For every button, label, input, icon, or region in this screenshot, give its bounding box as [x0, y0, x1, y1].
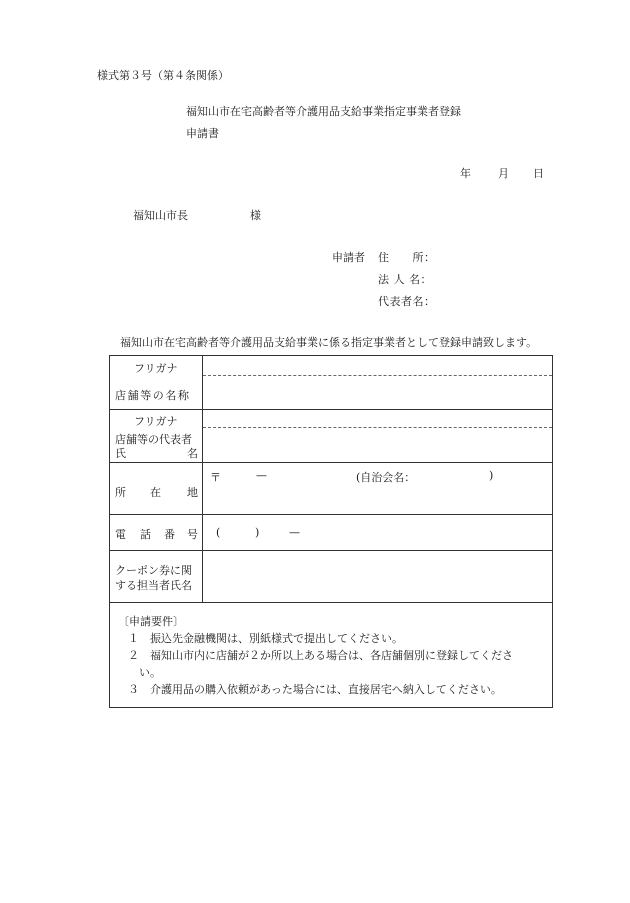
applicant-address-label: 住 所： [378, 251, 436, 264]
neighborhood-label: (自治会名： [356, 471, 416, 484]
date-year-label: 年 [460, 167, 471, 180]
date-day-label: 日 [533, 167, 544, 180]
postal-dash: — [256, 469, 267, 482]
phone-label-c: 番 [164, 528, 175, 541]
representative-label-line2a: 氏 [115, 447, 126, 460]
phone-row [110, 515, 552, 551]
application-form-table [109, 355, 553, 708]
phone-label-a: 電 [115, 528, 126, 541]
honorific: 様 [250, 209, 261, 222]
location-label-c: 地 [187, 486, 198, 499]
applicant-label: 申請者 [332, 251, 365, 264]
representative-field[interactable] [203, 410, 552, 462]
representative-furigana-label: フリガナ [134, 415, 178, 428]
phone-close-paren: ) [255, 526, 260, 539]
location-field[interactable] [203, 463, 552, 514]
representative-row [110, 410, 552, 463]
shop-name-furigana-label: フリガナ [134, 362, 178, 375]
requirement-item-2-continued: い。 [128, 666, 161, 679]
coupon-contact-row [110, 551, 552, 603]
requirement-item-3: ３ 介護用品の購入依頼があった場合には、直接居宅へ納入してください。 [128, 683, 502, 696]
document-title: 福知山市在宅高齢者等介護用品支給事業指定事業者登録 [186, 105, 461, 118]
neighborhood-close: ) [489, 469, 494, 482]
requirements-heading: 〔申請要件〕 [118, 615, 184, 628]
phone-label-b: 話 [140, 528, 151, 541]
shop-name-row [110, 356, 552, 410]
coupon-label-line1: クーポン券に関 [115, 564, 192, 577]
postal-mark: 〒 [210, 471, 221, 484]
location-label-b: 在 [150, 486, 161, 499]
location-row [110, 463, 552, 515]
applicant-representative-label: 代表者名： [378, 295, 436, 308]
addressee: 福知山市長 [133, 209, 188, 222]
phone-field[interactable] [203, 515, 552, 550]
representative-label-line1: 店舗等の代表者 [115, 433, 192, 446]
coupon-label-line2: する担当者氏名 [115, 579, 192, 592]
phone-label-d: 号 [187, 528, 198, 541]
application-statement: 福知山市在宅高齢者等介護用品支給事業に係る指定事業者として登録申請致します。 [120, 336, 538, 349]
requirement-item-2: ２ 福知山市内に店舗が２か所以上ある場合は、各店舗個別に登録してくださ [128, 649, 513, 662]
phone-dash: — [289, 526, 300, 539]
requirements-row [110, 603, 552, 708]
shop-name-label: 店舗等の名称 [115, 389, 191, 402]
shop-name-field[interactable] [203, 356, 552, 409]
phone-open-paren: ( [216, 526, 221, 539]
date-month-label: 月 [498, 167, 509, 180]
representative-label-line2b: 名 [187, 447, 198, 460]
location-label-a: 所 [115, 486, 126, 499]
requirement-item-1: １ 振込先金融機関は、別紙様式で提出してください。 [128, 632, 403, 645]
requirements-list [118, 613, 513, 698]
coupon-contact-field[interactable] [203, 551, 552, 602]
document-subtitle: 申請書 [186, 127, 219, 140]
form-number: 様式第３号（第４条関係） [97, 69, 229, 82]
applicant-corporation-label: 法 人 名： [378, 273, 432, 286]
